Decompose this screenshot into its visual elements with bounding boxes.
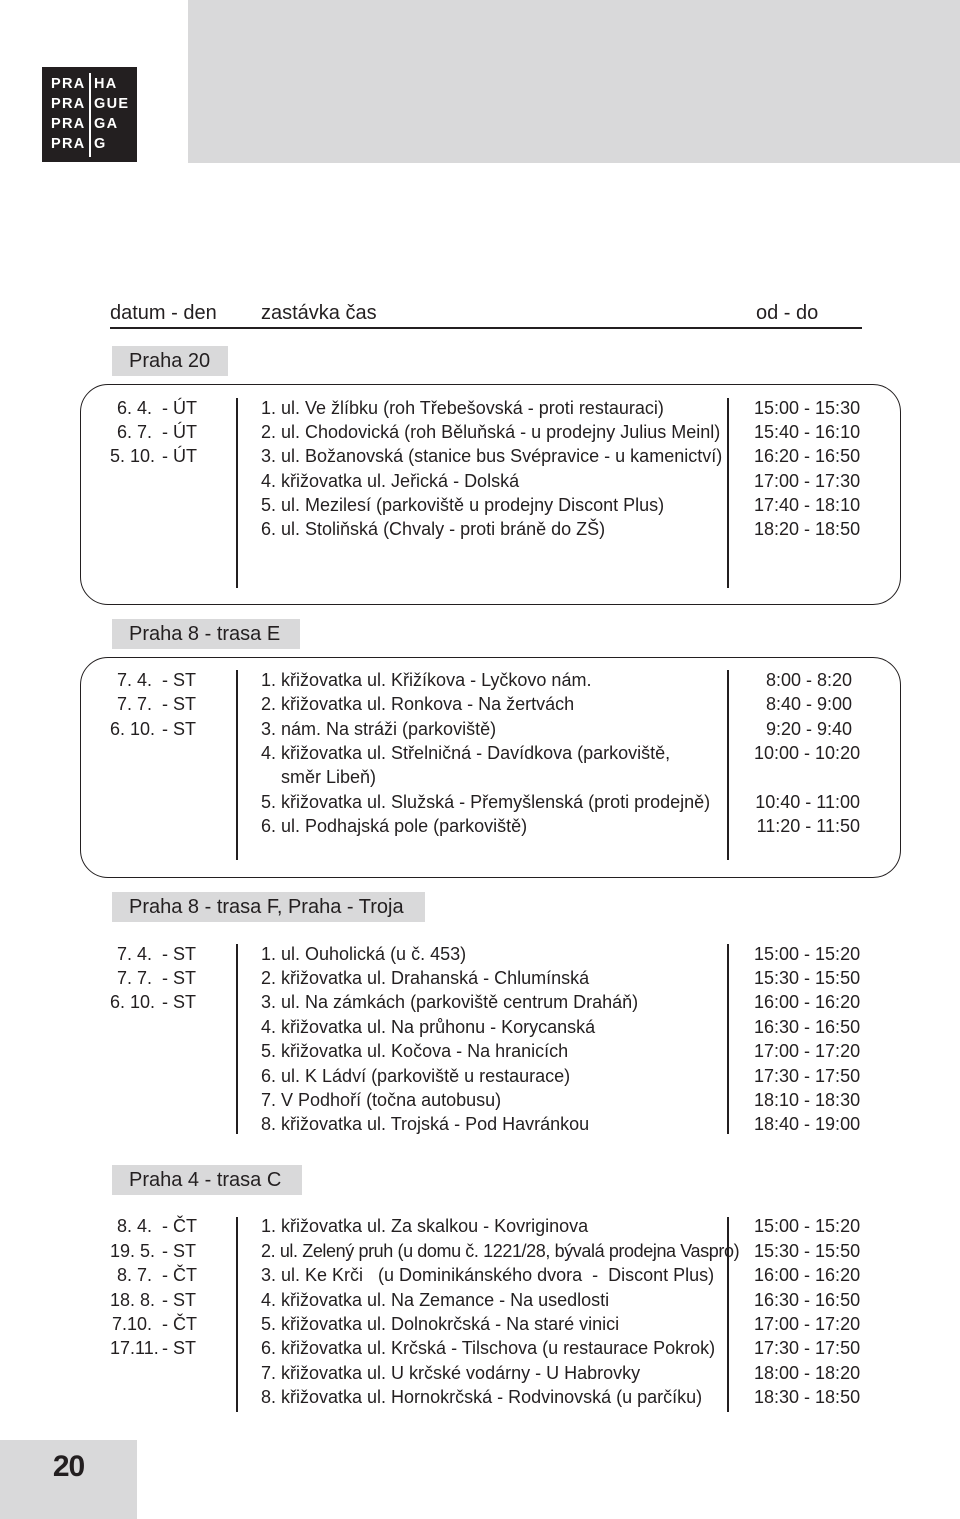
section-title-praha-20: Praha 20 [112, 346, 228, 376]
logo-row: PRA HA [51, 76, 118, 92]
section-title-praha-8-f-troja: Praha 8 - trasa F, Praha - Troja [112, 892, 425, 922]
praha-logo [42, 67, 137, 162]
logo-row: PRA G [51, 136, 107, 152]
column-divider [236, 398, 238, 588]
header-band [188, 0, 960, 163]
column-header-time: od - do [756, 302, 819, 324]
header-rule [110, 327, 862, 329]
column-divider [727, 944, 729, 1134]
section-title-praha-4-c: Praha 4 - trasa C [112, 1165, 302, 1195]
logo-row: PRA GUE [51, 96, 130, 112]
column-divider [236, 1217, 238, 1412]
column-header-stop: zastávka čas [261, 302, 377, 324]
column-divider [727, 398, 729, 588]
column-divider [727, 670, 729, 860]
column-header-date: datum - den [110, 302, 217, 324]
logo-row: PRA GA [51, 116, 119, 132]
section-title-praha-8-e: Praha 8 - trasa E [112, 619, 300, 649]
page-number: 20 [52, 1450, 85, 1483]
column-divider [236, 670, 238, 860]
column-divider [236, 944, 238, 1134]
